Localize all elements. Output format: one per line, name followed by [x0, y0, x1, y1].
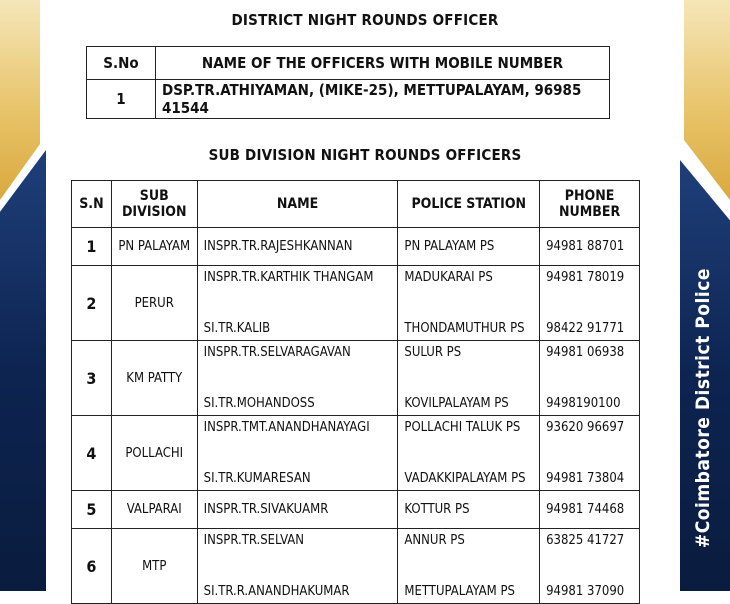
cell-officer-name-line: SI.TR.MOHANDOSS — [203, 396, 315, 411]
cell-sub-division: MTP — [111, 529, 197, 604]
table-row — [72, 228, 640, 266]
cell-police-station — [398, 529, 540, 604]
table-row — [72, 416, 640, 491]
table-row — [72, 491, 640, 529]
header-sub-division: SUB DIVISION — [111, 181, 197, 228]
cell-officer-name-line: SI.TR.KUMARESAN — [203, 471, 311, 486]
table-row — [72, 529, 640, 604]
cell-phone-number-line: 94981 37090 — [546, 584, 625, 599]
cell-officer-name-line: INSPR.TR.SELVARAGAVAN — [203, 345, 351, 360]
cell-phone-number-line: 9498190100 — [546, 396, 621, 411]
table-header-row — [72, 181, 640, 228]
cell-phone-number-line: 94981 73804 — [546, 471, 625, 486]
cell-officer-name-line: SI.TR.KALIB — [203, 321, 271, 336]
cell-sno: 1 — [87, 80, 156, 119]
cell-sn: 4 — [72, 416, 112, 491]
cell-officer-name — [197, 416, 398, 491]
subdivision-officer-table — [71, 180, 640, 604]
cell-officer-name: INSPR.TR.SIVAKUAMR — [197, 491, 398, 529]
cell-phone-number-line: 93620 96697 — [546, 420, 625, 435]
cell-phone-number — [540, 341, 640, 416]
cell-phone-number-line: 98422 91771 — [546, 321, 625, 336]
district-officer-table — [86, 46, 610, 119]
cell-officer-name: INSPR.TR.RAJESHKANNAN — [197, 228, 398, 266]
cell-sn: 2 — [72, 266, 112, 341]
cell-sub-division: VALPARAI — [111, 491, 197, 529]
cell-police-station-line: METTUPALAYAM PS — [404, 584, 515, 599]
cell-sub-division: PN PALAYAM — [111, 228, 197, 266]
cell-phone-number: 94981 88701 — [540, 228, 640, 266]
header-sno: S.No — [87, 47, 156, 80]
cell-sn: 1 — [72, 228, 112, 266]
cell-phone-number-line: 94981 06938 — [546, 345, 625, 360]
cell-phone-number — [540, 266, 640, 341]
cell-officer-details: DSP.TR.ATHIYAMAN, (MIKE-25), METTUPALAYAM, 96985 41544 — [156, 80, 610, 119]
cell-phone-number-line: 94981 78019 — [546, 270, 625, 285]
cell-police-station-line: THONDAMUTHUR PS — [404, 321, 525, 336]
header-sn: S.N — [72, 181, 112, 228]
cell-police-station-line: MADUKARAI PS — [404, 270, 493, 285]
cell-police-station — [398, 416, 540, 491]
cell-phone-number-line: 63825 41727 — [546, 533, 625, 548]
header-phone-number: PHONE NUMBER — [540, 181, 640, 228]
cell-sub-division: PERUR — [111, 266, 197, 341]
cell-officer-name-line: INSPR.TMT.ANANDHANAYAGI — [203, 420, 370, 435]
subdivision-section-title: SUB DIVISION NIGHT ROUNDS OFFICERS — [208, 146, 522, 164]
cell-officer-name-line: SI.TR.R.ANANDHAKUMAR — [203, 584, 350, 599]
cell-sub-division: POLLACHI — [111, 416, 197, 491]
cell-phone-number — [540, 529, 640, 604]
table-row — [72, 266, 640, 341]
side-hashtag-label: #Coimbatore District Police — [692, 268, 714, 549]
cell-officer-name — [197, 266, 398, 341]
left-border-decoration — [0, 0, 46, 591]
cell-phone-number: 94981 74468 — [540, 491, 640, 529]
cell-police-station: KOTTUR PS — [398, 491, 540, 529]
cell-sn: 3 — [72, 341, 112, 416]
cell-police-station: PN PALAYAM PS — [398, 228, 540, 266]
cell-police-station — [398, 266, 540, 341]
header-police-station: POLICE STATION — [398, 181, 540, 228]
cell-sub-division: KM PATTY — [111, 341, 197, 416]
left-navy-band — [0, 150, 46, 591]
cell-police-station-line: KOVILPALAYAM PS — [404, 396, 509, 411]
cell-police-station-line: SULUR PS — [404, 345, 462, 360]
header-officer-name: NAME OF THE OFFICERS WITH MOBILE NUMBER — [156, 47, 610, 80]
district-section-title: DISTRICT NIGHT ROUNDS OFFICER — [231, 11, 499, 29]
cell-phone-number — [540, 416, 640, 491]
header-name: NAME — [197, 181, 398, 228]
table-header-row — [87, 47, 610, 80]
cell-police-station — [398, 341, 540, 416]
table-row — [72, 341, 640, 416]
cell-officer-name-line: INSPR.TR.KARTHIK THANGAM — [203, 270, 374, 285]
right-gold-band — [684, 0, 730, 200]
cell-officer-name — [197, 341, 398, 416]
cell-police-station-line: VADAKKIPALAYAM PS — [404, 471, 526, 486]
cell-police-station-line: POLLACHI TALUK PS — [404, 420, 521, 435]
cell-officer-name — [197, 529, 398, 604]
cell-police-station-line: ANNUR PS — [404, 533, 465, 548]
table-row — [87, 80, 610, 119]
cell-sn: 5 — [72, 491, 112, 529]
cell-sn: 6 — [72, 529, 112, 604]
cell-officer-name-line: INSPR.TR.SELVAN — [203, 533, 305, 548]
